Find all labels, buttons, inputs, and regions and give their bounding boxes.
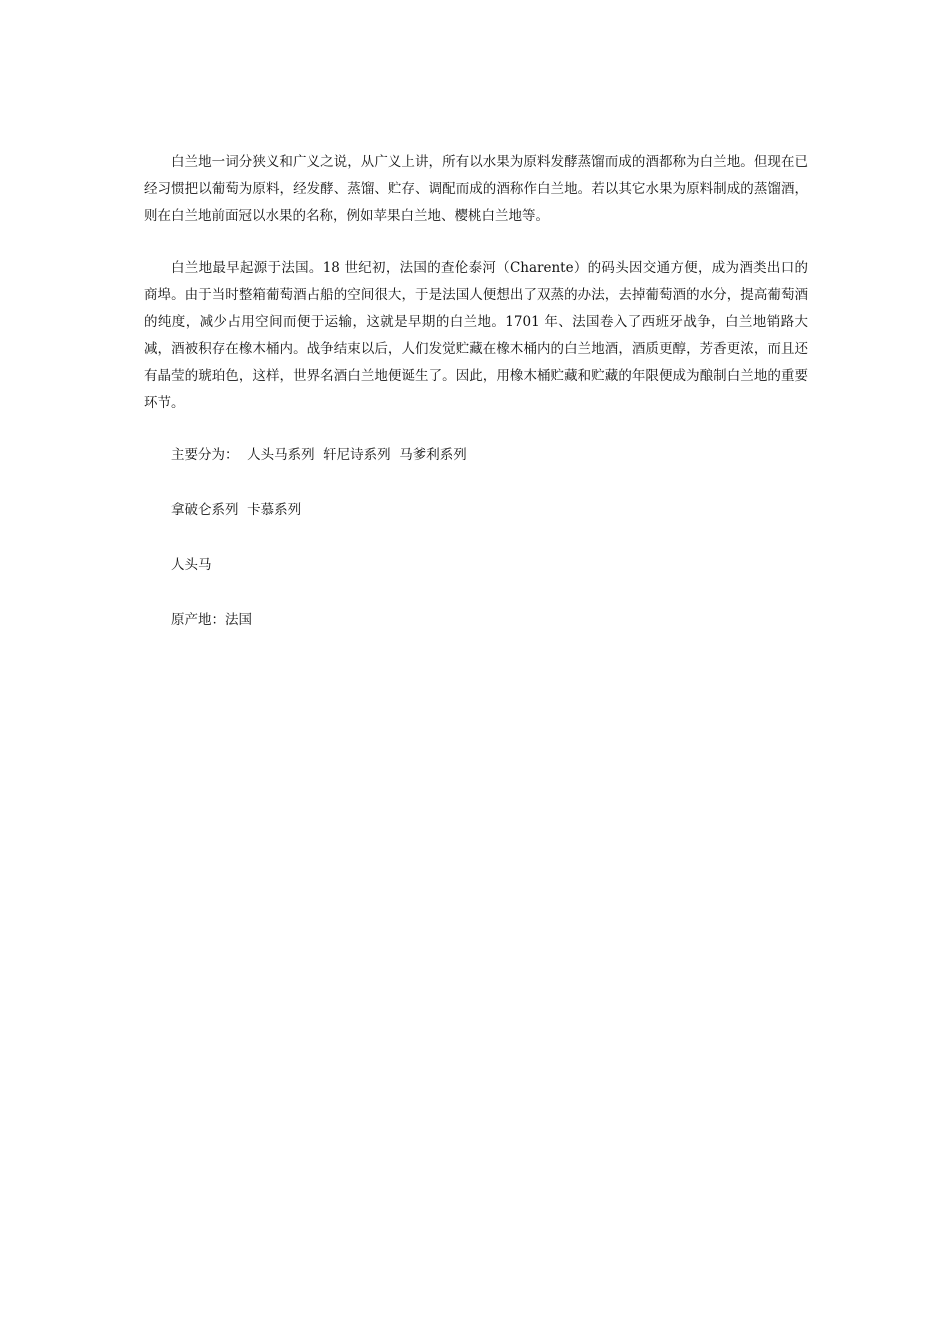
brand-heading: 人头马 bbox=[171, 557, 212, 573]
series-list-line-1: 主要分为： 人头马系列 轩尼诗系列 马爹利系列 bbox=[171, 447, 467, 463]
document-body bbox=[144, 149, 808, 634]
series-list-line-2: 拿破仑系列 卡慕系列 bbox=[171, 502, 302, 518]
paragraph-brandy-origin: 白兰地最早起源于法国。18 世纪初，法国的查伦泰河（Charente）的码头因交通方便，成为酒类出口的商埠。由于当时整箱葡萄酒占船的空间很大，于是法国人便想出了双蒸的办法，去掉葡萄酒的水分，提高葡萄酒的纯度，减少占用空间而便于运输，这就是早期的白兰地。1701 年、法国卷入了西班牙战争，白兰地销路大减，酒被积存在橡木桶内。战争结束以后，人们发觉贮藏在橡木桶内的白兰地酒，酒质更醇，芳香更浓，而且还有晶莹的琥珀色，这样，世界名酒白兰地便诞生了。因此，用橡木桶贮藏和贮藏的年限便成为酿制白兰地的重要环节。 bbox=[144, 260, 808, 411]
paragraph-brandy-definition: 白兰地一词分狭义和广义之说，从广义上讲，所有以水果为原料发酵蒸馏而成的酒都称为白兰地。但现在已经习惯把以葡萄为原料，经发酵、蒸馏、贮存、调配而成的酒称作白兰地。若以其它水果为原料制成的蒸馏酒，则在白兰地前面冠以水果的名称，例如苹果白兰地、樱桃白兰地等。 bbox=[144, 154, 808, 224]
origin-line: 原产地：法国 bbox=[171, 612, 252, 628]
